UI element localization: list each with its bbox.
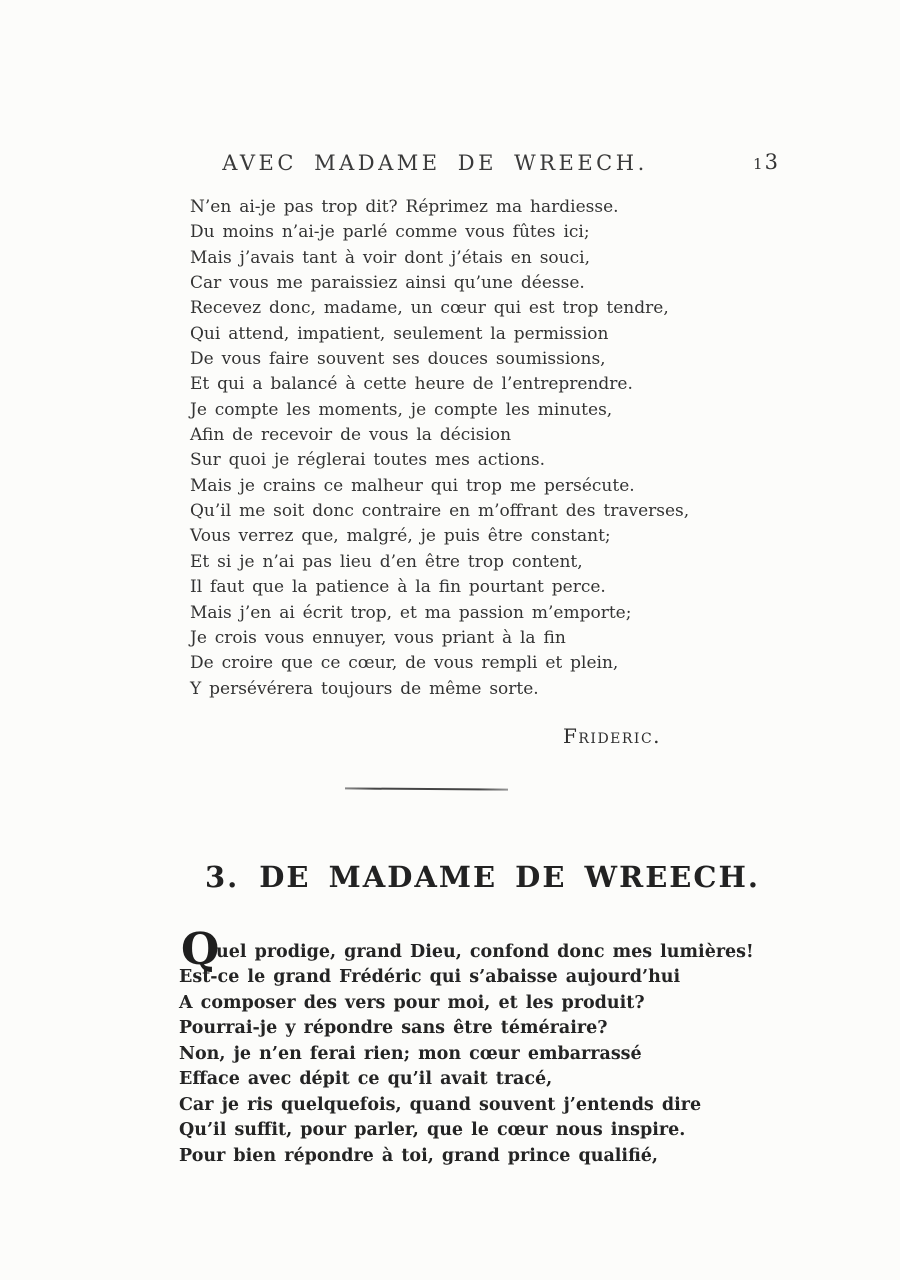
poem-line: Est-ce le grand Frédéric qui s’abaisse aujourd’hui	[179, 967, 681, 988]
poem-line: Y persévérera toujours de même sorte.	[190, 678, 539, 699]
poem-line: Sur quoi je réglerai toutes mes actions.	[190, 450, 546, 471]
poem-frideric	[190, 195, 689, 702]
poem-line: Du moins n’ai-je parlé comme vous fûtes ici;	[190, 222, 590, 243]
poem-line: Pour bien répondre à toi, grand prince qualifié,	[179, 1145, 659, 1166]
running-header: AVEC MADAME DE WREECH.	[222, 151, 648, 175]
signature-frideric: Frideric.	[563, 724, 662, 748]
poem-line: Et si je n’ai pas lieu d’en être trop content,	[190, 551, 583, 572]
poem-line: Qui attend, impatient, seulement la permission	[190, 323, 609, 344]
section-divider-rule	[345, 787, 508, 790]
poem-line: Pourrai-je y répondre sans être téméraire?	[179, 1018, 608, 1039]
poem-line: Non, je n’en ferai rien; mon cœur embarrassé	[179, 1043, 642, 1064]
poem-line: Mais j’en ai écrit trop, et ma passion m’emporte;	[190, 602, 632, 623]
section-number: 3.	[205, 860, 240, 894]
poem-line: Je crois vous ennuyer, vous priant à la fin	[190, 627, 566, 648]
section-title: DE MADAME DE WREECH.	[259, 860, 760, 894]
poem-line: Qu’il suffit, pour parler, que le cœur nous inspire.	[179, 1120, 686, 1141]
poem2-lines	[179, 965, 754, 1169]
poem-line: De croire que ce cœur, de vous rempli et plein,	[190, 653, 619, 674]
poem-line: A composer des vers pour moi, et les produit?	[179, 992, 645, 1013]
poem-line: Mais je crains ce malheur qui trop me persécute.	[190, 475, 635, 496]
poem-line: Mais j’avais tant à voir dont j’étais en souci,	[190, 247, 590, 268]
poem-line: Il faut que la patience à la fin pourtant perce.	[190, 577, 606, 598]
poem-line: Car vous me paraissiez ainsi qu’une déesse.	[190, 273, 585, 294]
poem-line: Qu’il me soit donc contraire en m’offrant des traverses,	[190, 501, 690, 522]
poem-line: Efface avec dépit ce qu’il avait tracé,	[179, 1069, 553, 1090]
drop-cap-initial: Q	[181, 924, 220, 975]
section-heading	[205, 860, 760, 894]
poem-line: De vous faire souvent ses douces soumissions,	[190, 349, 606, 370]
poem-line: Car je ris quelquefois, quand souvent j’entends dire	[179, 1094, 702, 1115]
poem-line: Je compte les moments, je compte les minutes,	[190, 399, 613, 420]
poem-line: Vous verrez que, malgré, je puis être constant;	[190, 526, 611, 547]
poem-line: uel prodige, grand Dieu, confond donc mes lumières!	[216, 942, 754, 962]
poem-line: Et qui a balancé à cette heure de l’entreprendre.	[190, 374, 633, 395]
poem-line: Afin de recevoir de vous la décision	[190, 425, 512, 446]
page-number: 13	[753, 150, 780, 174]
poem-line: Recevez donc, madame, un cœur qui est trop tendre,	[190, 298, 669, 319]
poem-line: N’en ai-je pas trop dit? Réprimez ma hardiesse.	[190, 197, 619, 217]
poem-madame-wreech	[179, 924, 754, 1169]
